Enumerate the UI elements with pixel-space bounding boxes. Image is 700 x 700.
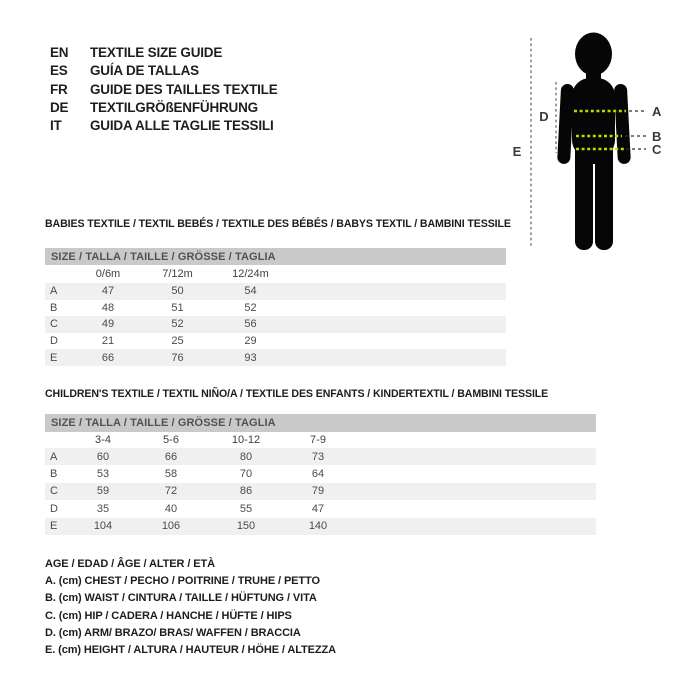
row-label: B (50, 301, 58, 314)
language-row-es (50, 62, 278, 80)
column-header: 7/12m (162, 268, 193, 280)
table-cell: 55 (239, 502, 253, 515)
table-cell: 106 (161, 520, 181, 533)
language-title: GUIDA ALLE TAGLIE TESSILI (90, 118, 274, 134)
label-e: E (512, 144, 522, 159)
language-code: DE (50, 99, 69, 115)
table-cell: 73 (311, 450, 325, 463)
column-header: 7-9 (310, 434, 326, 446)
size-header-bar: SIZE / TALLA / TAILLE / GRÖSSE / TAGLIA (45, 414, 596, 432)
babies-column-headers (45, 265, 506, 283)
table-row (45, 483, 596, 500)
child-silhouette-diagram (500, 28, 685, 258)
children-section-title: CHILDREN'S TEXTILE / TEXTIL NIÑO/A / TEXTILE DES ENFANTS / KINDERTEXTIL / BAMBINI TESSILE (45, 388, 549, 400)
table-cell: 50 (171, 285, 184, 298)
table-cell: 76 (171, 351, 184, 364)
column-header: 0/6m (95, 268, 121, 280)
legend-line-hip: C. (cm) HIP / CADERA / HANCHE / HÜFTE / HIPS (45, 609, 292, 622)
measurement-figure (500, 28, 685, 258)
table-cell: 64 (311, 468, 325, 481)
table-row (45, 333, 506, 350)
legend-line-arm: D. (cm) ARM/ BRAZO/ BRAS/ WAFFEN / BRACCIA (45, 626, 301, 639)
table-row (45, 300, 506, 317)
row-label: D (50, 335, 58, 348)
table-cell: 58 (164, 468, 178, 481)
table-cell: 52 (244, 301, 257, 314)
column-header: 5-6 (163, 434, 179, 446)
table-cell: 66 (101, 351, 115, 364)
children-size-table (45, 414, 596, 535)
table-cell: 60 (96, 450, 110, 463)
table-row (45, 349, 506, 366)
column-header: 10-12 (231, 434, 261, 446)
language-list (50, 44, 278, 135)
table-cell: 56 (244, 318, 257, 331)
label-d: D (539, 109, 549, 124)
table-cell: 48 (101, 301, 115, 314)
babies-size-table (45, 248, 506, 366)
table-row (45, 500, 596, 517)
table-row (45, 316, 506, 333)
table-cell: 59 (96, 485, 110, 498)
table-cell: 54 (244, 285, 257, 298)
language-code: EN (50, 45, 69, 60)
row-label: D (50, 502, 58, 515)
row-label: A (50, 450, 58, 463)
children-column-headers (45, 432, 596, 448)
language-row-de (50, 99, 278, 117)
row-label: E (50, 520, 58, 533)
legend-line-height: E. (cm) HEIGHT / ALTURA / HAUTEUR / HÖHE / ALTEZZA (45, 644, 336, 657)
row-label: A (50, 285, 58, 298)
table-cell: 47 (311, 502, 325, 515)
table-cell: 66 (164, 450, 178, 463)
table-row (45, 448, 596, 465)
table-cell: 70 (239, 468, 253, 481)
column-header: 3-4 (95, 434, 111, 446)
language-row-it (50, 117, 278, 135)
table-row (45, 283, 506, 300)
language-title: GUIDE DES TAILLES TEXTILE (90, 81, 278, 97)
table-cell: 79 (311, 485, 325, 498)
table-cell: 21 (101, 335, 115, 348)
row-label: E (50, 351, 58, 364)
table-cell: 49 (101, 318, 115, 331)
language-code: IT (50, 118, 62, 134)
table-cell: 80 (239, 450, 253, 463)
table-cell: 40 (164, 502, 178, 515)
legend-line-age: AGE / EDAD / ÂGE / ALTER / ETÀ (45, 558, 215, 570)
table-cell: 53 (96, 468, 110, 481)
table-cell: 29 (244, 335, 257, 348)
row-label: C (50, 318, 58, 331)
language-title: TEXTILE SIZE GUIDE (90, 45, 223, 60)
child-silhouette (557, 33, 631, 251)
table-cell: 25 (171, 335, 184, 348)
language-row-fr (50, 81, 278, 99)
language-code: ES (50, 63, 68, 79)
legend-line-waist: B. (cm) WAIST / CINTURA / TAILLE / HÜFTUNG / VITA (45, 592, 317, 605)
measurement-legend (45, 556, 336, 659)
table-cell: 47 (101, 285, 115, 298)
row-label: C (50, 485, 58, 498)
language-title: GUÍA DE TALLAS (90, 63, 199, 79)
row-label: B (50, 468, 58, 481)
table-cell: 35 (96, 502, 110, 515)
table-cell: 140 (308, 520, 328, 533)
legend-line-chest: A. (cm) CHEST / PECHO / POITRINE / TRUHE / PETTO (45, 575, 320, 588)
table-cell: 86 (239, 485, 253, 498)
table-cell: 72 (164, 485, 178, 498)
size-header-bar: SIZE / TALLA / TAILLE / GRÖSSE / TAGLIA (45, 248, 506, 265)
table-cell: 52 (171, 318, 184, 331)
language-row-en (50, 44, 278, 62)
table-cell: 51 (171, 301, 184, 314)
language-code: FR (50, 81, 68, 97)
label-a: A (652, 104, 662, 119)
language-title: TEXTILGRÖßENFÜHRUNG (90, 99, 258, 115)
table-cell: 93 (244, 351, 257, 364)
table-cell: 150 (236, 520, 256, 533)
table-row (45, 518, 596, 535)
babies-section-title: BABIES TEXTILE / TEXTIL BEBÉS / TEXTILE DES BÉBÉS / BABYS TEXTIL / BAMBINI TESSILE (45, 218, 511, 230)
label-c: C (652, 142, 662, 157)
table-cell: 104 (93, 520, 113, 533)
column-header: 12/24m (232, 268, 269, 280)
table-row (45, 465, 596, 482)
label-b: B (652, 129, 662, 144)
